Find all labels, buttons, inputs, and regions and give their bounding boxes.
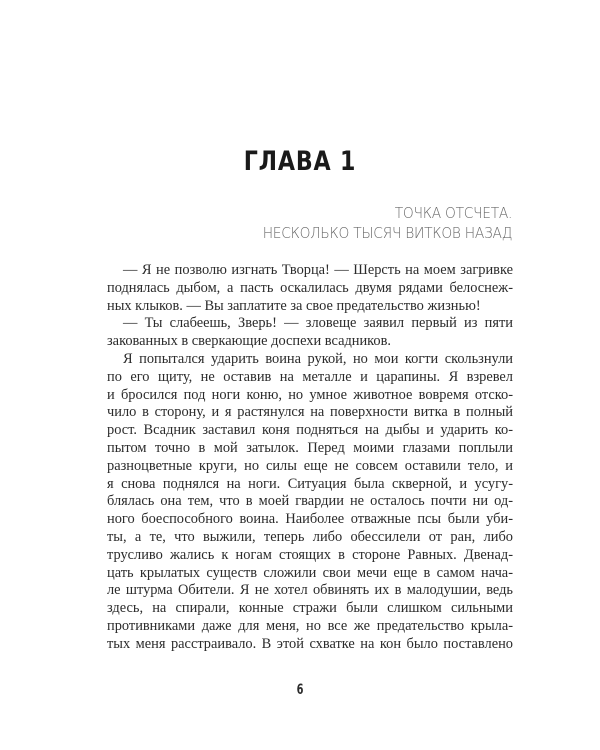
text-line: здесь, на спирали, конные стражи были слишком сильными xyxy=(107,600,513,617)
page-number: 6 xyxy=(296,682,304,698)
subtitle-line: НЕСКОЛЬКО ТЫСЯЧ ВИТКОВ НАЗАД xyxy=(262,224,512,242)
text-line: противниками даже для меня, но все же предательство крыла- xyxy=(107,617,513,634)
text-line: цать крылатых существ сложили свои мечи еще в самом нача- xyxy=(107,564,513,581)
text-line: тых меня расстраивало. В этой схватке на кон было поставлено xyxy=(107,635,513,652)
text-line: по его щиту, не оставив на металле и царапины. Я взревел xyxy=(107,368,513,385)
text-line: я снова поднялся на ноги. Ситуация была скверной, и усугу- xyxy=(107,475,513,492)
text-line: закованных в сверкающие доспехи всадников. xyxy=(107,333,392,350)
text-line: ного боеспособного воина. Наиболее отважные псы были уби- xyxy=(107,511,513,528)
text-line: Я попытался ударить воина рукой, но мои когти скользнули xyxy=(123,350,513,367)
text-line: поднялась дыбом, а пасть оскалилась двумя рядами белоснеж- xyxy=(107,279,513,296)
subtitle-line: ТОЧКА ОТСЧЕТА. xyxy=(394,204,512,222)
text-line: разноцветные круги, но силы еще не совсем оставили тело, и xyxy=(107,457,513,474)
text-line: и бросился под ноги коню, но умное животное вовремя отско- xyxy=(107,386,513,403)
text-line: — Ты слабеешь, Зверь! — зловеще заявил первый из пяти xyxy=(123,315,513,332)
text-line: трусливо жались к ногам стоящих в стороне Равных. Двенад- xyxy=(107,546,513,563)
text-line: ных клыков. — Вы заплатите за свое предательство жизнью! xyxy=(107,297,481,314)
text-line: рост. Всадник заставил коня подняться на дыбы и ударить ко- xyxy=(107,422,513,439)
text-line: ле штурма Обители. Я не хотел обвинять их в малодушии, ведь xyxy=(107,582,513,599)
text-line: чило в сторону, и я растянулся на поверхности витка в полный xyxy=(107,404,513,421)
body-text xyxy=(107,262,513,654)
text-line: — Я не позволю изгнать Творца! — Шерсть на моем загривке xyxy=(123,262,513,278)
chapter-title: ГЛАВА 1 xyxy=(243,146,357,177)
text-line: блялась она тем, что в моей гвардии не осталось почти ни од- xyxy=(107,493,513,510)
chapter-subtitle xyxy=(241,203,512,243)
text-line: ты, а те, что выжили, теперь либо обессилели от ран, либо xyxy=(107,528,513,545)
text-line: пытом точно в мой затылок. Перед моими глазами поплыли xyxy=(107,439,513,456)
